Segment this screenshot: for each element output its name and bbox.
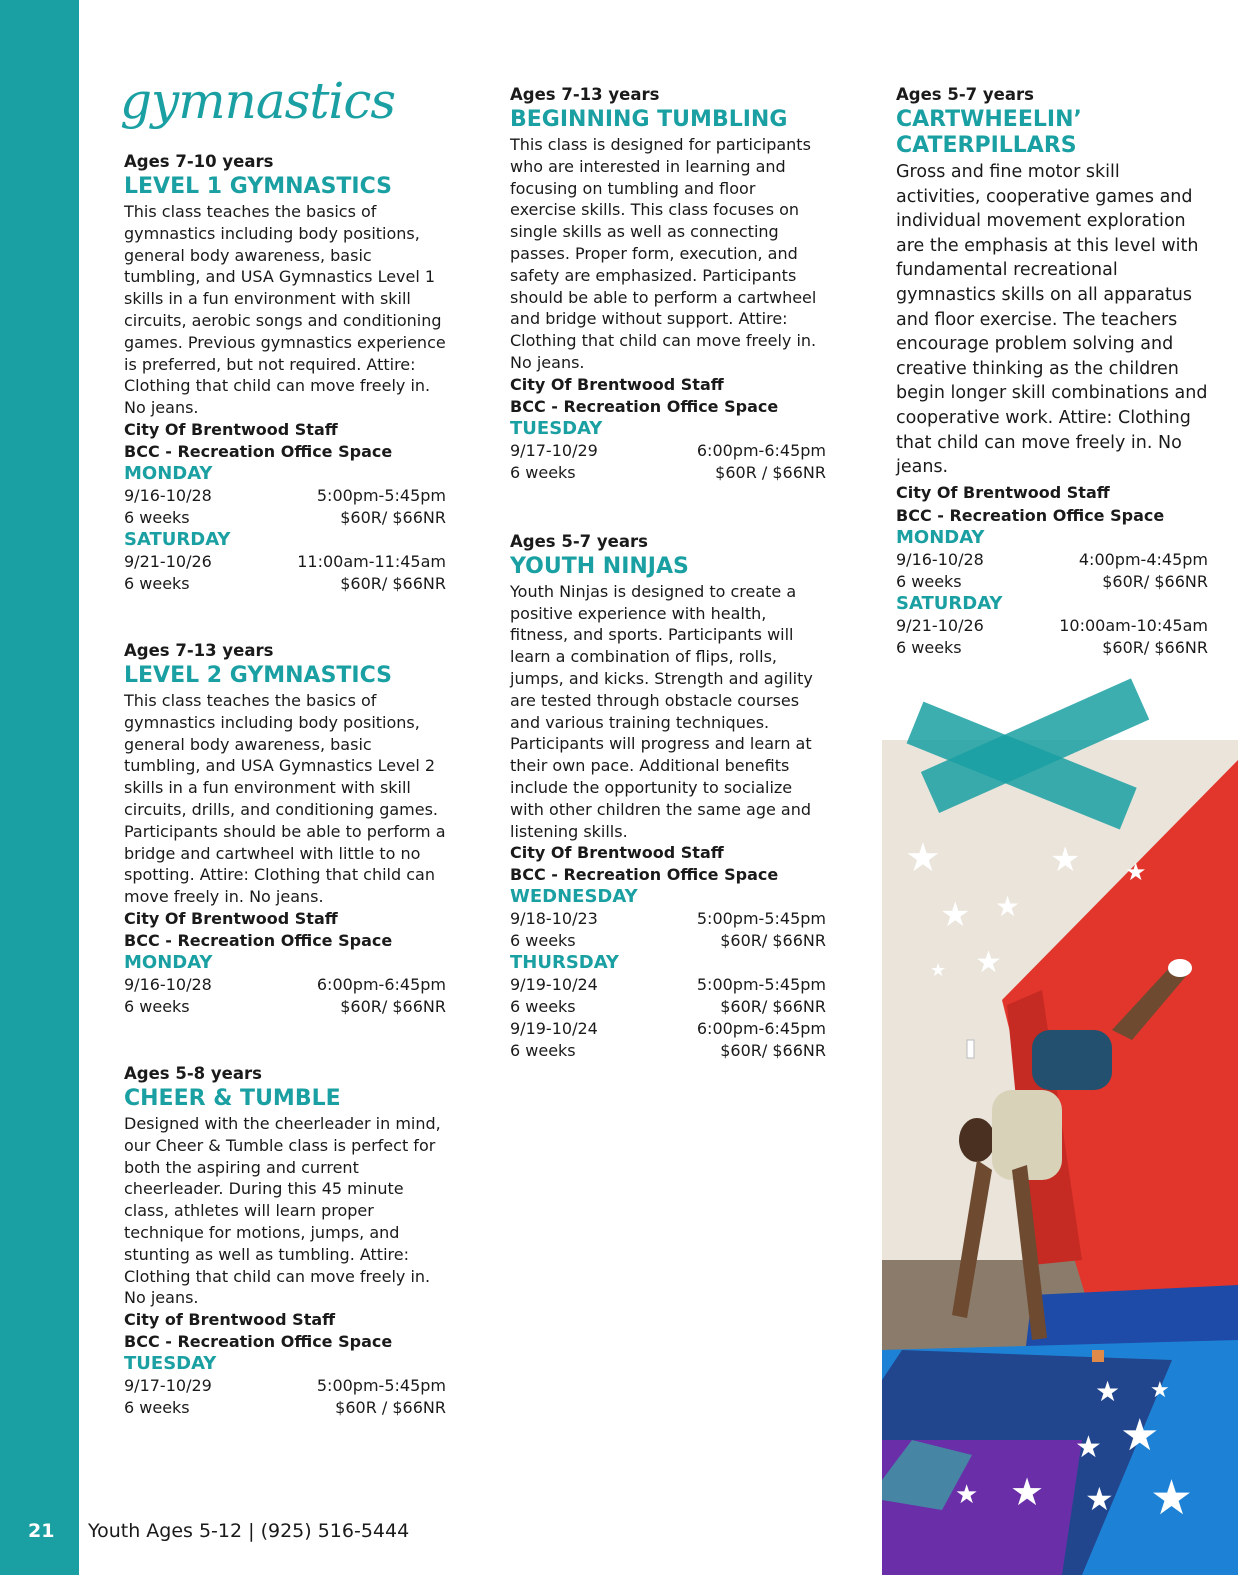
session-weeks: 6 weeks <box>510 997 576 1017</box>
session-row <box>124 996 446 1018</box>
session-row <box>510 996 826 1018</box>
column-2 <box>510 83 826 1106</box>
session-time: 5:00pm-5:45pm <box>696 975 826 995</box>
session-time: 5:00pm-5:45pm <box>696 909 826 929</box>
session-row <box>896 549 1208 571</box>
session-row <box>124 974 446 996</box>
session-row <box>124 1375 446 1397</box>
session-row <box>510 440 826 462</box>
session-dates: 9/16-10/28 <box>124 485 212 505</box>
class-ages: Ages 5-7 years <box>510 531 648 551</box>
class-staff: City Of Brentwood Staff <box>896 482 1110 502</box>
star-icon: ★ <box>1125 858 1147 886</box>
session-price: $60R/ $66NR <box>340 573 446 593</box>
class-description: Designed with the cheerleader in mind, our Cheer & Tumble class is perfect for both the aspiring and current cheerleader. During this 45 minute class, athletes will learn proper technique for motions, jumps, and stunting as well as tumbling. Attire: Clothing that child can move freely in. No jeans. <box>124 1113 441 1308</box>
session-day: THURSDAY <box>510 952 619 974</box>
star-icon: ★ <box>975 945 1002 980</box>
session-time: 10:00am-10:45am <box>1059 615 1208 635</box>
star-icon: ★ <box>1150 1378 1170 1403</box>
session-time: 6:00pm-6:45pm <box>696 440 826 460</box>
sidebar-stripe <box>0 0 79 1575</box>
class-ages: Ages 7-13 years <box>124 640 274 660</box>
session-weeks: 6 weeks <box>124 1398 190 1418</box>
class-ages: Ages 5-7 years <box>896 85 1034 104</box>
class-location: BCC - Recreation Office Space <box>510 396 779 416</box>
class-ages: Ages 7-13 years <box>510 85 660 104</box>
session-row <box>124 1397 446 1419</box>
class-title: CHEER & TUMBLE <box>124 1085 341 1111</box>
session-row <box>124 573 446 595</box>
session-price: $60R / $66NR <box>335 1398 446 1418</box>
star-icon: ★ <box>930 960 947 981</box>
session-day: WEDNESDAY <box>510 886 638 908</box>
session-dates: 9/17-10/29 <box>124 1376 212 1396</box>
class-location: BCC - Recreation Office Space <box>124 1332 393 1352</box>
session-dates: 9/16-10/28 <box>896 549 984 569</box>
session-row <box>124 551 446 573</box>
footer-contact: Youth Ages 5-12 | (925) 516-5444 <box>88 1520 410 1542</box>
session-row <box>510 1040 826 1062</box>
class-staff: City Of Brentwood Staff <box>510 374 724 394</box>
class-beginning-tumbling <box>510 83 826 484</box>
session-dates: 9/17-10/29 <box>510 440 598 460</box>
star-icon: ★ <box>940 895 971 935</box>
class-ages: Ages 5-8 years <box>124 1063 262 1083</box>
session-price: $60R/ $66NR <box>340 507 446 527</box>
session-weeks: 6 weeks <box>124 507 190 527</box>
class-youth-ninjas <box>510 530 826 1063</box>
session-time: 5:00pm-5:45pm <box>316 1376 446 1396</box>
session-time: 4:00pm-4:45pm <box>1078 549 1208 569</box>
column-3 <box>896 83 1208 703</box>
class-description: Gross and fine motor skill activities, cooperative games and individual movement exploration are the emphasis at this level with fundamental recreational gymnastics skills on all apparatus and floor exercise. The teachers encourage problem solving and creative thinking as the children begin longer skill combinations and cooperative work. Attire: Clothing that child can move freely in. No jeans. <box>896 162 1208 478</box>
class-cheer-and-tumble <box>124 1062 446 1419</box>
session-row <box>510 462 826 484</box>
session-price: $60R / $66NR <box>715 462 826 482</box>
star-icon: ★ <box>905 835 941 881</box>
session-dates: 9/16-10/28 <box>124 974 212 994</box>
class-description: This class is designed for participants who are interested in learning and focusing on tumbling and floor exercise skills. This class focuses on single skills as well as connecting passes. Proper form, execution, and safety are emphasized. Participants should be able to perform a cartwheel and bridge without support. Attire: Clothing that child can move freely in. No jeans. <box>510 135 817 372</box>
class-location: BCC - Recreation Office Space <box>896 505 1165 525</box>
session-dates: 9/19-10/24 <box>510 975 598 995</box>
session-time: 11:00am-11:45am <box>297 551 446 571</box>
session-row <box>510 1018 826 1040</box>
class-title: YOUTH NINJAS <box>510 553 689 579</box>
session-row <box>896 637 1208 659</box>
column-1 <box>124 150 446 1463</box>
session-row <box>510 908 826 930</box>
star-icon: ★ <box>1050 840 1081 880</box>
class-staff: City Of Brentwood Staff <box>124 419 338 439</box>
session-time: 6:00pm-6:45pm <box>316 974 446 994</box>
session-time: 5:00pm-5:45pm <box>316 485 446 505</box>
session-time: 6:00pm-6:45pm <box>696 1019 826 1039</box>
class-location: BCC - Recreation Office Space <box>510 865 779 885</box>
star-icon: ★ <box>1150 1470 1194 1526</box>
session-day: MONDAY <box>124 462 213 484</box>
class-description: This class teaches the basics of gymnastics including body positions, general body awareness, basic tumbling, and USA Gymnastics Level 2 skills in a fun environment with skill circuits, drills, and conditioning games. Participants should be able to perform a bridge and cartwheel with little to no spotting. Attire: Clothing that child can move freely in. No jeans. <box>124 690 446 907</box>
session-price: $60R/ $66NR <box>720 997 826 1017</box>
class-cartwheelin-caterpillars <box>896 83 1208 659</box>
session-price: $60R/ $66NR <box>1102 637 1208 657</box>
class-title: LEVEL 1 GYMNASTICS <box>124 174 393 199</box>
session-dates: 9/18-10/23 <box>510 909 598 929</box>
session-dates: 9/21-10/26 <box>896 615 984 635</box>
class-staff: City of Brentwood Staff <box>124 1310 336 1330</box>
class-ages: Ages 7-10 years <box>124 152 274 171</box>
session-day: SATURDAY <box>124 528 231 550</box>
session-price: $60R/ $66NR <box>720 931 826 951</box>
class-location: BCC - Recreation Office Space <box>124 930 393 950</box>
session-day: TUESDAY <box>124 1353 217 1375</box>
session-day: MONDAY <box>896 526 985 548</box>
class-staff: City Of Brentwood Staff <box>124 908 338 928</box>
session-row <box>510 974 826 996</box>
session-day: MONDAY <box>124 951 213 973</box>
session-dates: 9/21-10/26 <box>124 551 212 571</box>
section-title: gymnastics <box>120 72 396 130</box>
session-row <box>896 615 1208 637</box>
class-title: LEVEL 2 GYMNASTICS <box>124 662 393 688</box>
session-price: $60R/ $66NR <box>720 1041 826 1061</box>
class-title: CARTWHEELIN’ CATERPILLARS <box>896 107 1082 158</box>
session-price: $60R/ $66NR <box>1102 571 1208 591</box>
star-icon: ★ <box>1085 1480 1114 1518</box>
class-level-1-gymnastics <box>124 150 446 595</box>
class-level-2-gymnastics <box>124 639 446 1018</box>
session-day: SATURDAY <box>896 592 1003 614</box>
star-icon: ★ <box>995 890 1021 923</box>
class-description: Youth Ninjas is designed to create a positive experience with health, fitness, and sports. Participants will learn a combination of flips, rolls, jumps, and kicks. Strength and agility are tested through obstacle courses and various training techniques. Participants will progress and learn at their own pace. Additional benefits include the opportunity to socialize with other children the same age and listening skills. <box>510 581 813 841</box>
session-weeks: 6 weeks <box>124 996 190 1016</box>
session-weeks: 6 weeks <box>124 573 190 593</box>
session-row <box>124 485 446 507</box>
session-day: TUESDAY <box>510 417 603 439</box>
star-icon: ★ <box>1075 1430 1102 1465</box>
session-price: $60R/ $66NR <box>340 996 446 1016</box>
session-weeks: 6 weeks <box>896 637 962 657</box>
star-icon: ★ <box>1010 1470 1045 1514</box>
session-weeks: 6 weeks <box>510 1041 576 1061</box>
star-icon: ★ <box>1095 1375 1121 1408</box>
session-row <box>510 930 826 952</box>
session-dates: 9/19-10/24 <box>510 1019 598 1039</box>
class-title: BEGINNING TUMBLING <box>510 107 788 132</box>
session-row <box>896 571 1208 593</box>
session-weeks: 6 weeks <box>510 462 576 482</box>
star-icon: ★ <box>1120 1410 1160 1461</box>
star-icon: ★ <box>955 1480 979 1510</box>
class-location: BCC - Recreation Office Space <box>124 441 393 461</box>
session-row <box>124 507 446 529</box>
page-number: 21 <box>28 1520 55 1542</box>
session-weeks: 6 weeks <box>896 571 962 591</box>
class-description: This class teaches the basics of gymnastics including body positions, general body awareness, basic tumbling, and USA Gymnastics Level 1 skills in a fun environment with skill circuits, aerobic songs and conditioning games. Previous gymnastics experience is preferred, but not required. Attire: Clothing that child can move freely in. No jeans. <box>124 202 446 418</box>
class-staff: City Of Brentwood Staff <box>510 843 724 863</box>
session-weeks: 6 weeks <box>510 931 576 951</box>
